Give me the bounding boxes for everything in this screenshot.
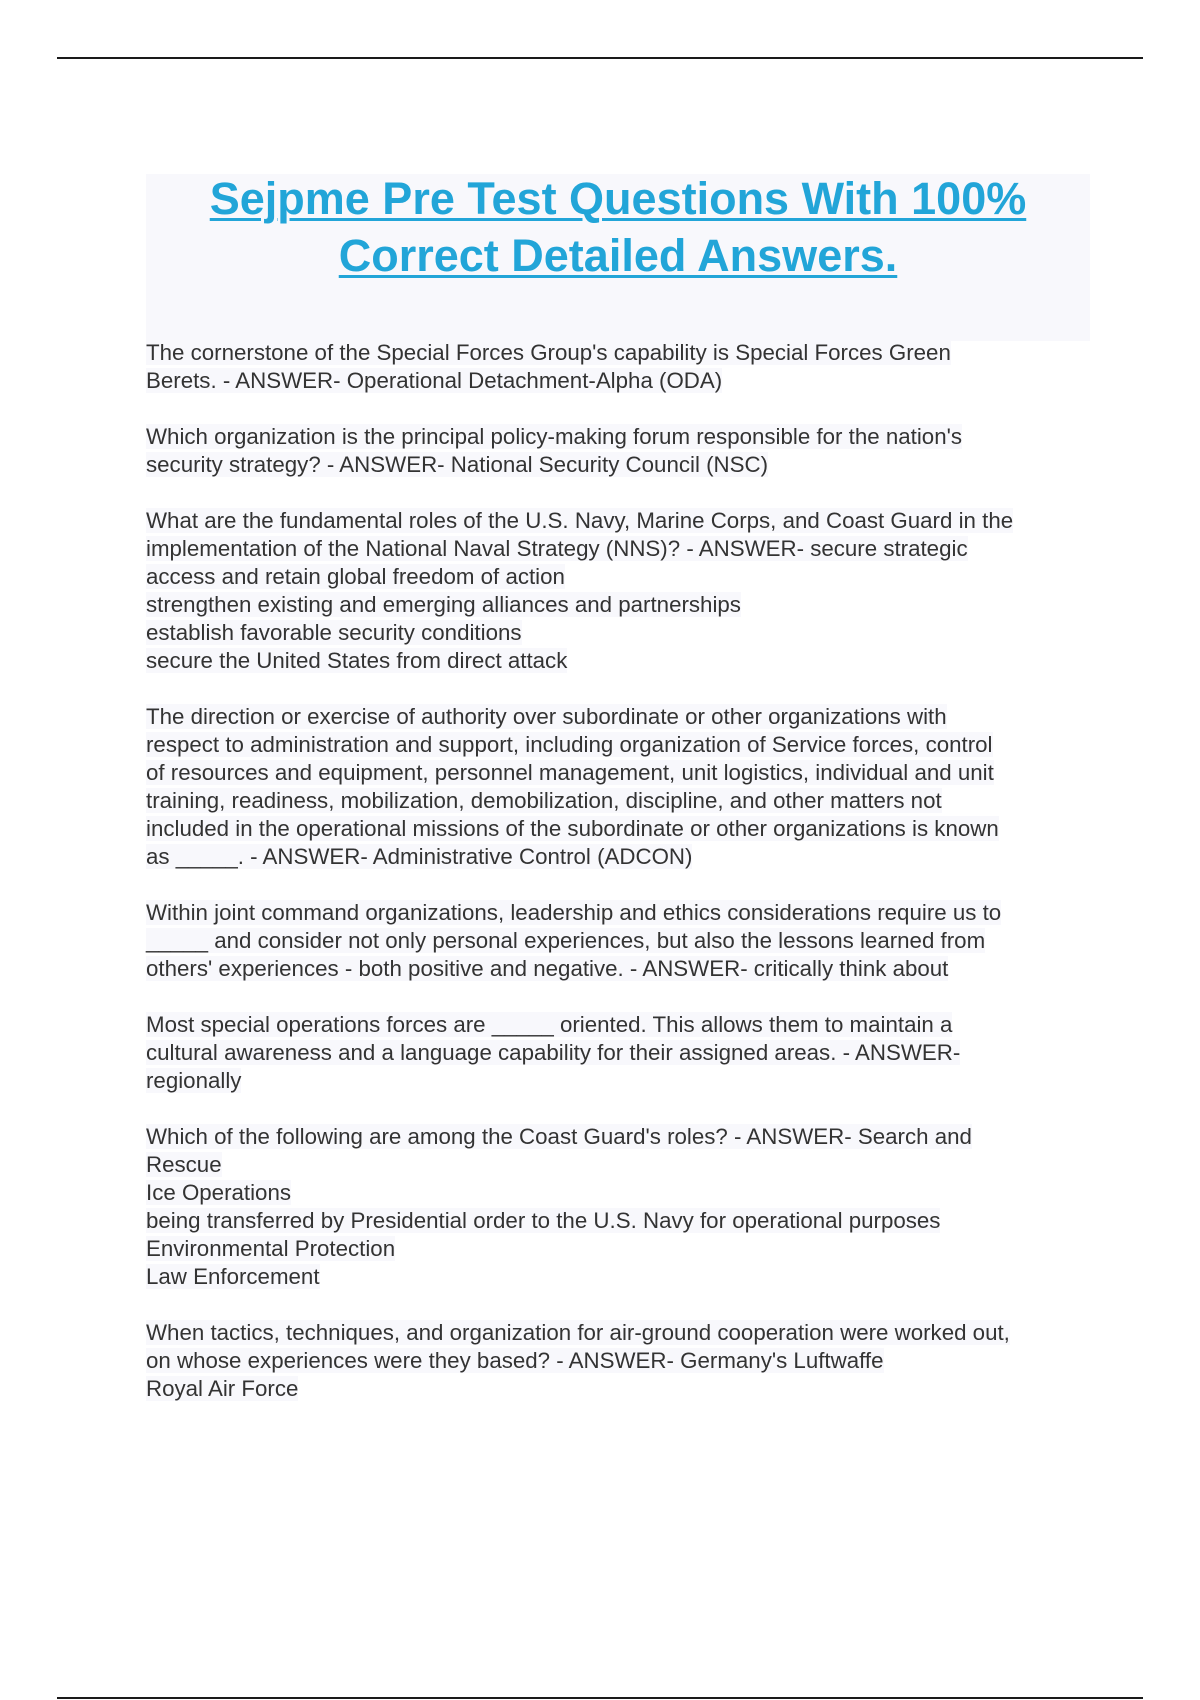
document-title: Sejpme Pre Test Questions With 100% Correct Detailed Answers. [209, 173, 1027, 281]
qa-entry-text: When tactics, techniques, and organization for air-ground cooperation were worked out, on whose experiences were they based? - ANSWER- Germany's Luftwaffe Royal Air Force [146, 1320, 1010, 1401]
qa-entry-2 [146, 423, 1096, 479]
qa-entry-text: Which of the following are among the Coast Guard's roles? - ANSWER- Search and Rescue Ice Operations being transferred by Presidential order to the U.S. Navy for operational purposes Environmental Protection Law Enforcement [146, 1124, 972, 1289]
top-rule [57, 57, 1143, 59]
qa-entry-5 [146, 899, 1096, 983]
qa-entry-8 [146, 1319, 1096, 1403]
qa-entry-text: The cornerstone of the Special Forces Group's capability is Special Forces Green Berets. - ANSWER- Operational Detachment-Alpha (ODA) [146, 340, 951, 393]
qa-entry-text: Most special operations forces are _____ oriented. This allows them to maintain a cultural awareness and a language capability for their assigned areas. - ANSWER- regionally [146, 1012, 961, 1093]
bottom-rule [57, 1697, 1143, 1699]
qa-entry-7 [146, 1123, 1096, 1291]
qa-entry-6 [146, 1011, 1096, 1095]
qa-entry-text: What are the fundamental roles of the U.S. Navy, Marine Corps, and Coast Guard in the implementation of the National Naval Strategy (NNS)? - ANSWER- secure strategic access and retain global freedom of action strengthen existing and emerging alliances and partnerships establish favorable security conditions secure the United States from direct attack [146, 508, 1014, 673]
qa-entry-text: Which organization is the principal policy-making forum responsible for the nation's security strategy? - ANSWER- National Security Council (NSC) [146, 424, 963, 477]
qa-entry-text: Within joint command organizations, leadership and ethics considerations require us to _____ and consider not only personal experiences, but also the lessons learned from others' experiences - both positive and negative. - ANSWER- critically think about [146, 900, 1002, 981]
qa-entry-4 [146, 703, 1096, 871]
qa-list [146, 339, 1096, 1431]
qa-entry-3 [146, 507, 1096, 675]
qa-entry-1 [146, 339, 1096, 395]
qa-entry-text: The direction or exercise of authority over subordinate or other organizations with respect to administration and support, including organization of Service forces, control of resources and equipment, personnel management, unit logistics, individual and unit training, readiness, mobilization, demobilization, discipline, and other matters not included in the operational missions of the subordinate or other organizations is known as _____. - ANSWER- Administrative Control (ADCON) [146, 704, 999, 869]
